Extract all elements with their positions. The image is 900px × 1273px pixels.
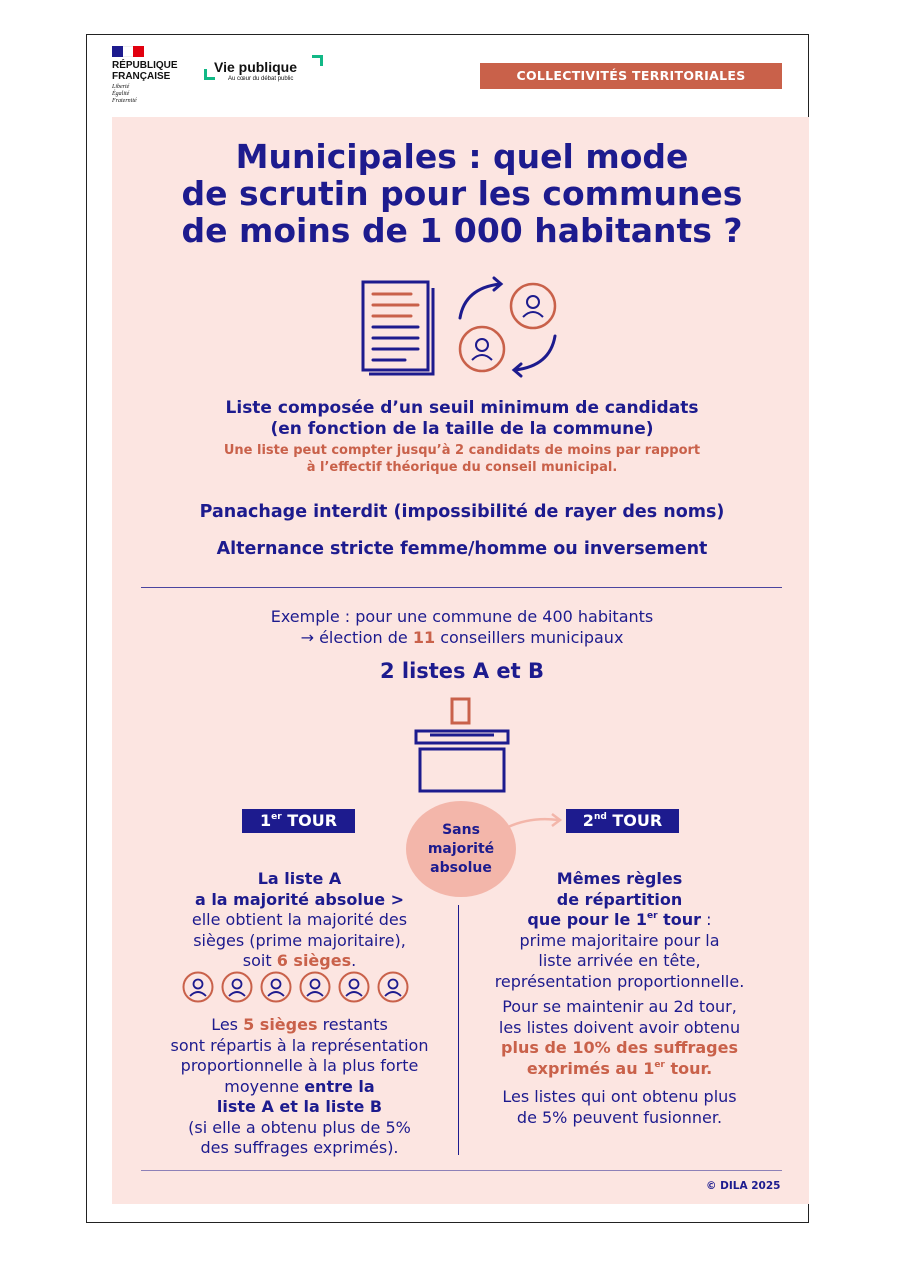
republique-francaise-logo	[112, 46, 178, 105]
category-banner: COLLECTIVITÉS TERRITORIALES	[480, 63, 782, 89]
brand-subtitle: Au cœur du débat public	[228, 76, 294, 82]
republique-name: RÉPUBLIQUE FRANÇAISE	[112, 60, 178, 82]
tour2-label: 2nd TOUR	[566, 809, 679, 833]
candidates-list-illustration	[355, 276, 570, 381]
page-title: Municipales : quel mode de scrutin pour les communes de moins de 1 000 habitants ?	[181, 137, 743, 250]
tour2-threshold: Pour se maintenir au 2d tour, les listes doivent avoir obtenu plus de 10% des suffrages exprimés au 1er tour.	[498, 997, 741, 1078]
republique-motto: Liberté Égalité Fraternité	[112, 84, 137, 104]
tour1-remaining-seats: Les 5 sièges restants sont répartis à la représentation proportionnelle à la plus forte moyenne entre la liste A et la liste B (si elle a obtenu plus de 5% des suffrages exprimés).	[170, 1015, 429, 1157]
seat-icon	[219, 971, 255, 1003]
example-text: Exemple : pour une commune de 400 habitants → élection de 11 conseillers municipaux	[270, 607, 654, 647]
candidate-icon	[511, 284, 555, 328]
footer-divider	[141, 1170, 782, 1171]
lists-heading: 2 listes A et B	[379, 659, 545, 683]
divider	[141, 587, 782, 588]
tour2-merge: Les listes qui ont obtenu plus de 5% peuvent fusionner.	[502, 1087, 737, 1127]
list-rule: Liste composée d’un seuil minimum de candidats (en fonction de la taille de la commune)	[225, 398, 699, 439]
panachage-rule: Panachage interdit (impossibilité de rayer des noms)	[199, 502, 725, 522]
tour2-text: Mêmes règles de répartition que pour le 1er tour : prime majoritaire pour la liste arrivée en tête, représentation proportionnelle.	[494, 869, 745, 991]
seat-icon	[375, 971, 411, 1003]
seat-icon	[297, 971, 333, 1003]
ballot-box-icon	[410, 695, 514, 795]
column-divider	[458, 905, 459, 1155]
list-rule-note: Une liste peut compter jusqu’à 2 candidats de moins par rapport à l’effectif théorique du conseil municipal.	[223, 443, 701, 475]
tour1-text: La liste A a la majorité absolue > elle obtient la majorité des sièges (prime majoritaire), soit 6 sièges.	[191, 869, 408, 970]
brand-title: Vie publique	[214, 59, 297, 75]
seat-icon	[336, 971, 372, 1003]
seat-icon	[258, 971, 294, 1003]
majority-seats	[180, 971, 411, 1003]
seat-icon	[180, 971, 216, 1003]
french-flag-icon	[112, 46, 144, 57]
candidate-icon	[460, 327, 504, 371]
copyright: © DILA 2025	[706, 1180, 781, 1192]
alternance-rule: Alternance stricte femme/homme ou inversement	[216, 539, 708, 559]
tour1-label: 1er TOUR	[242, 809, 355, 833]
no-majority-bubble: Sans majorité absolue	[406, 801, 516, 897]
arrow-to-tour2-icon	[500, 806, 566, 836]
